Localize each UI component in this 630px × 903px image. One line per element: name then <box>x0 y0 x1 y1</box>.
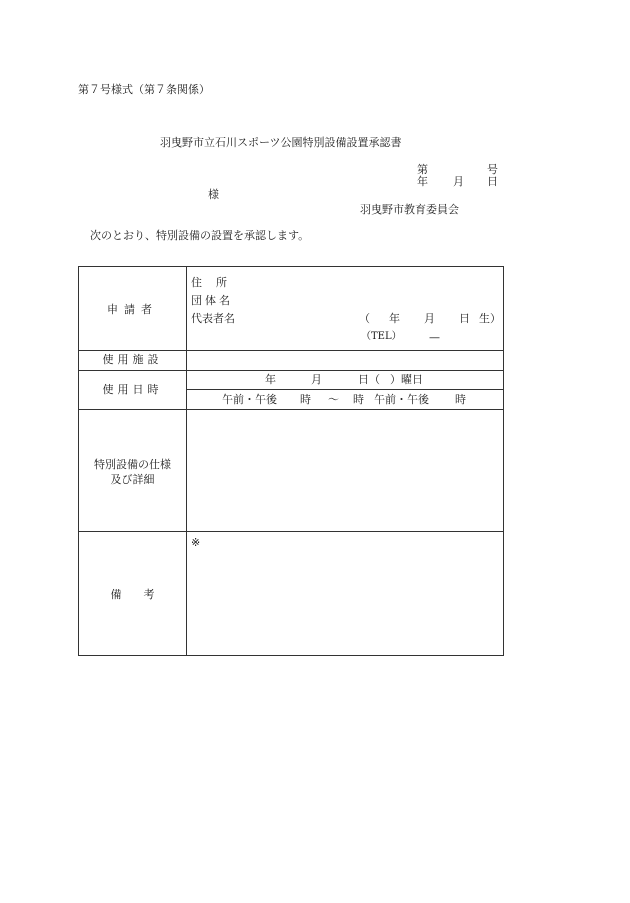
birth-open-paren: （ <box>359 312 370 325</box>
approval-table <box>78 266 504 656</box>
number-dai: 第 <box>417 163 428 176</box>
usage-time-ji-1: 時 <box>300 393 311 406</box>
remarks-mark: ※ <box>191 536 201 549</box>
intro-text: 次のとおり、特別設備の設置を承認します。 <box>90 229 310 242</box>
usage-time-tilde: ～ <box>328 393 339 406</box>
usage-time-ampm-1: 午前・午後 <box>222 393 277 406</box>
usage-date-tsuki: 月 <box>311 373 322 386</box>
row-divider <box>79 531 503 532</box>
document-title: 羽曳野市立石川スポーツ公園特別設備設置承認書 <box>160 136 402 149</box>
row-divider <box>79 370 503 371</box>
date-hi: 日 <box>487 175 498 188</box>
remarks-label: 備考 <box>110 588 177 601</box>
birth-nen: 年 <box>389 312 400 325</box>
issuer: 羽曳野市教育委員会 <box>360 203 459 216</box>
date-nen: 年 <box>417 175 428 188</box>
row-divider <box>79 350 503 351</box>
usage-time-ampm-2: 午前・午後 <box>374 393 429 406</box>
usage-date-hi: 日（ <box>358 373 380 386</box>
number-go: 号 <box>487 163 498 176</box>
usage-time-ji-3: 時 <box>455 393 466 406</box>
row-divider <box>79 409 503 410</box>
row-divider <box>186 389 503 390</box>
representative-label: 代表者名 <box>191 312 235 325</box>
birth-hi: 日 <box>459 312 470 325</box>
form-number: 第７号様式（第７条関係） <box>78 83 210 96</box>
birth-close: 生） <box>479 312 501 325</box>
column-divider <box>186 267 187 655</box>
facility-label: 使用施設 <box>102 353 163 366</box>
spec-label-line1: 特別設備の仕様 <box>94 458 171 471</box>
usage-date-nen: 年 <box>265 373 276 386</box>
tel-dash: — <box>429 331 440 344</box>
address-label: 住所 <box>191 276 241 289</box>
birth-tsuki: 月 <box>424 312 435 325</box>
datetime-label: 使用日時 <box>102 383 163 396</box>
recipient-sama: 様 <box>208 188 219 201</box>
group-name-label: 団体名 <box>191 294 233 307</box>
usage-date-youbi: ）曜日 <box>390 373 423 386</box>
spec-label-line2: 及び詳細 <box>110 473 155 486</box>
tel-label: （TEL） <box>361 331 402 342</box>
usage-time-ji-2: 時 <box>353 393 364 406</box>
applicant-label: 申請者 <box>107 303 158 316</box>
date-tsuki: 月 <box>453 175 464 188</box>
